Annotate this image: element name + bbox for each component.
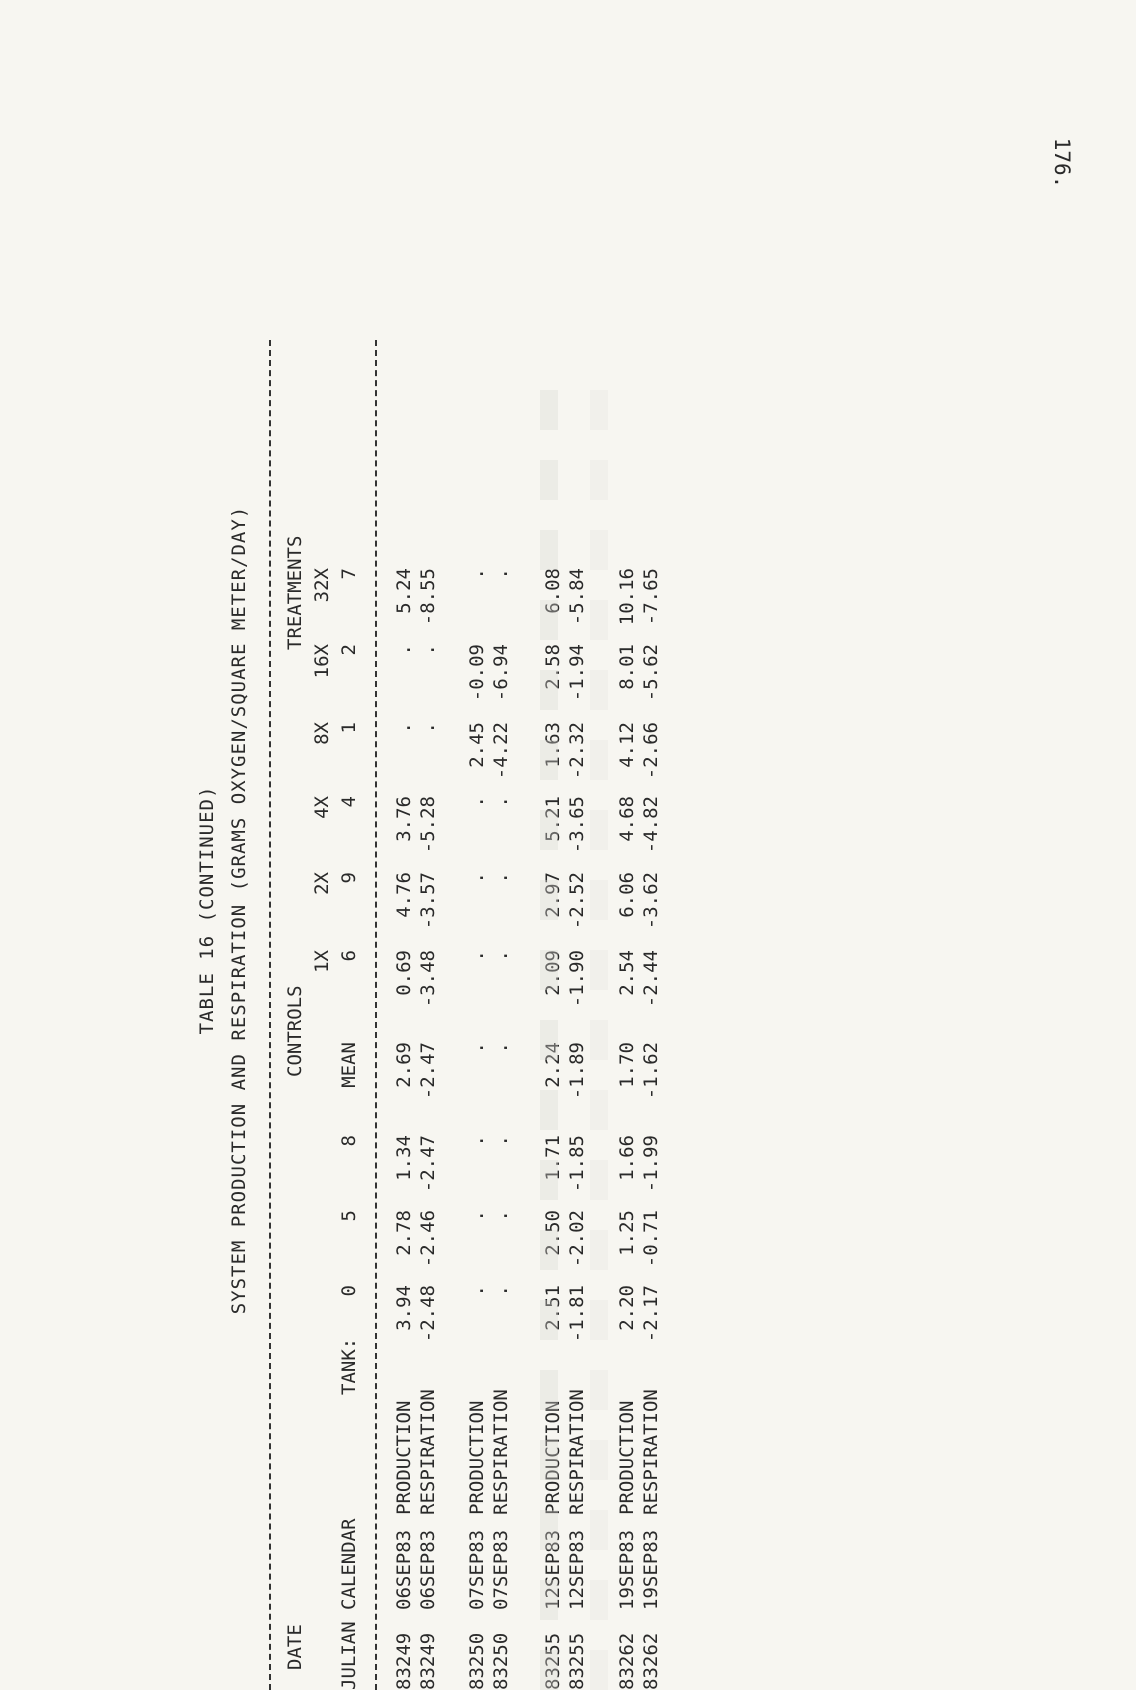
value-cell: -2.17 [640, 1285, 662, 1343]
julian-date-cell: 83262 [640, 1632, 662, 1690]
measurement-type-cell: PRODUCTION [542, 1400, 564, 1515]
julian-date-cell: 83255 [566, 1632, 588, 1690]
value-cell: 6.08 [542, 568, 564, 614]
value-cell: . [490, 1285, 512, 1297]
value-cell: -1.62 [640, 1042, 662, 1100]
value-cell: 4.76 [393, 872, 415, 918]
treatment-tank-header: 1 [338, 722, 360, 734]
controls-header: CONTROLS [284, 985, 306, 1077]
value-cell: -4.82 [640, 796, 662, 854]
value-cell: 8.01 [616, 644, 638, 690]
julian-date-cell: 83262 [616, 1632, 638, 1690]
value-cell: 2.51 [542, 1285, 564, 1331]
table-subtitle: SYSTEM PRODUCTION AND RESPIRATION (GRAMS OXYGEN/SQUARE METER/DAY) [228, 505, 250, 1315]
value-cell: 2.45 [466, 722, 488, 768]
value-cell: -1.89 [566, 1042, 588, 1100]
treatments-header: TREATMENTS [284, 535, 306, 650]
value-cell: -1.94 [566, 644, 588, 702]
value-cell: . [466, 1135, 488, 1147]
value-cell: -3.57 [417, 872, 439, 930]
bleed-through-text [540, 360, 558, 1690]
value-cell: . [466, 796, 488, 808]
treatment-dose-header: 1X [311, 950, 333, 973]
julian-header: JULIAN [338, 1621, 360, 1690]
value-cell: -0.09 [466, 644, 488, 702]
value-cell: 2.09 [542, 950, 564, 996]
value-cell: -1.81 [566, 1285, 588, 1343]
treatment-dose-header: 16X [311, 644, 333, 679]
value-cell: -1.99 [640, 1135, 662, 1193]
treatment-dose-header: 32X [311, 568, 333, 603]
treatment-tank-header: 2 [338, 644, 360, 656]
measurement-type-cell: RESPIRATION [566, 1389, 588, 1515]
measurement-type-cell: PRODUCTION [393, 1400, 415, 1515]
value-cell: 3.76 [393, 796, 415, 842]
value-cell: 2.50 [542, 1210, 564, 1256]
value-cell: 1.25 [616, 1210, 638, 1256]
value-cell: . [490, 872, 512, 884]
value-cell: . [466, 1285, 488, 1297]
value-cell: 4.68 [616, 796, 638, 842]
value-cell: . [466, 1042, 488, 1054]
value-cell: -2.44 [640, 950, 662, 1008]
value-cell: 5.21 [542, 796, 564, 842]
value-cell: -2.32 [566, 722, 588, 780]
bleed-through-text [590, 360, 608, 1690]
value-cell: -2.47 [417, 1135, 439, 1193]
value-cell: -3.65 [566, 796, 588, 854]
value-cell: -0.71 [640, 1210, 662, 1268]
value-cell: -3.48 [417, 950, 439, 1008]
value-cell: . [466, 872, 488, 884]
value-cell: 3.94 [393, 1285, 415, 1331]
julian-date-cell: 83250 [466, 1632, 488, 1690]
value-cell: 1.70 [616, 1042, 638, 1088]
julian-date-cell: 83249 [393, 1632, 415, 1690]
value-cell: 2.78 [393, 1210, 415, 1256]
value-cell: -2.02 [566, 1210, 588, 1268]
measurement-type-cell: PRODUCTION [466, 1400, 488, 1515]
value-cell: . [417, 644, 439, 656]
calendar-date-cell: 12SEP83 [566, 1529, 588, 1610]
value-cell: . [490, 1042, 512, 1054]
control-tank-header: 8 [338, 1135, 360, 1147]
value-cell: -2.52 [566, 872, 588, 930]
table-title: TABLE 16 (CONTINUED) [196, 785, 218, 1035]
value-cell: . [393, 722, 415, 734]
treatment-tank-header: 7 [338, 568, 360, 580]
control-tank-header: 0 [338, 1285, 360, 1297]
value-cell: . [466, 1210, 488, 1222]
value-cell: 1.71 [542, 1135, 564, 1181]
value-cell: -4.22 [490, 722, 512, 780]
treatment-tank-header: 6 [338, 950, 360, 962]
value-cell: 10.16 [616, 568, 638, 626]
value-cell: . [393, 644, 415, 656]
treatment-dose-header: 4X [311, 796, 333, 819]
value-cell: . [490, 568, 512, 580]
value-cell: 2.58 [542, 644, 564, 690]
calendar-date-cell: 07SEP83 [490, 1529, 512, 1610]
treatment-tank-header: 4 [338, 796, 360, 808]
value-cell: -2.66 [640, 722, 662, 780]
value-cell: 0.69 [393, 950, 415, 996]
value-cell: . [490, 950, 512, 962]
value-cell: 2.20 [616, 1285, 638, 1331]
rotated-table-page [195, 130, 662, 1690]
value-cell: 1.34 [393, 1135, 415, 1181]
calendar-date-cell: 06SEP83 [417, 1529, 439, 1610]
value-cell: 2.69 [393, 1042, 415, 1088]
value-cell: . [490, 1135, 512, 1147]
header-bottom-rule [375, 340, 377, 1690]
value-cell: 5.24 [393, 568, 415, 614]
measurement-type-cell: PRODUCTION [616, 1400, 638, 1515]
treatment-dose-header: 2X [311, 872, 333, 895]
value-cell: -5.84 [566, 568, 588, 626]
header-top-rule [269, 340, 271, 1690]
value-cell: -1.85 [566, 1135, 588, 1193]
value-cell: -5.62 [640, 644, 662, 702]
date-header: DATE [284, 1624, 306, 1670]
value-cell: -2.46 [417, 1210, 439, 1268]
calendar-date-cell: 12SEP83 [542, 1529, 564, 1610]
control-tank-header: 5 [338, 1210, 360, 1222]
value-cell: -3.62 [640, 872, 662, 930]
value-cell: -2.47 [417, 1042, 439, 1100]
value-cell: -2.48 [417, 1285, 439, 1343]
julian-date-cell: 83250 [490, 1632, 512, 1690]
value-cell: . [490, 1210, 512, 1222]
measurement-type-cell: RESPIRATION [490, 1389, 512, 1515]
value-cell: -7.65 [640, 568, 662, 626]
value-cell: -1.90 [566, 950, 588, 1008]
value-cell: . [417, 722, 439, 734]
value-cell: 6.06 [616, 872, 638, 918]
value-cell: 2.24 [542, 1042, 564, 1088]
julian-date-cell: 83249 [417, 1632, 439, 1690]
value-cell: 1.63 [542, 722, 564, 768]
calendar-date-cell: 19SEP83 [640, 1529, 662, 1610]
value-cell: . [466, 950, 488, 962]
julian-date-cell: 83255 [542, 1632, 564, 1690]
calendar-date-cell: 06SEP83 [393, 1529, 415, 1610]
page-number: 176. [1050, 137, 1074, 189]
control-tank-header: MEAN [338, 1042, 360, 1088]
treatment-tank-header: 9 [338, 872, 360, 884]
value-cell: 4.12 [616, 722, 638, 768]
value-cell: -6.94 [490, 644, 512, 702]
measurement-type-cell: RESPIRATION [417, 1389, 439, 1515]
tank-header: TANK: [338, 1337, 360, 1395]
value-cell: -8.55 [417, 568, 439, 626]
value-cell: . [466, 568, 488, 580]
measurement-type-cell: RESPIRATION [640, 1389, 662, 1515]
calendar-header: CALENDAR [338, 1518, 360, 1610]
value-cell: 2.54 [616, 950, 638, 996]
calendar-date-cell: 19SEP83 [616, 1529, 638, 1610]
value-cell: . [490, 796, 512, 808]
value-cell: 1.66 [616, 1135, 638, 1181]
calendar-date-cell: 07SEP83 [466, 1529, 488, 1610]
value-cell: -5.28 [417, 796, 439, 854]
value-cell: 2.97 [542, 872, 564, 918]
treatment-dose-header: 8X [311, 722, 333, 745]
